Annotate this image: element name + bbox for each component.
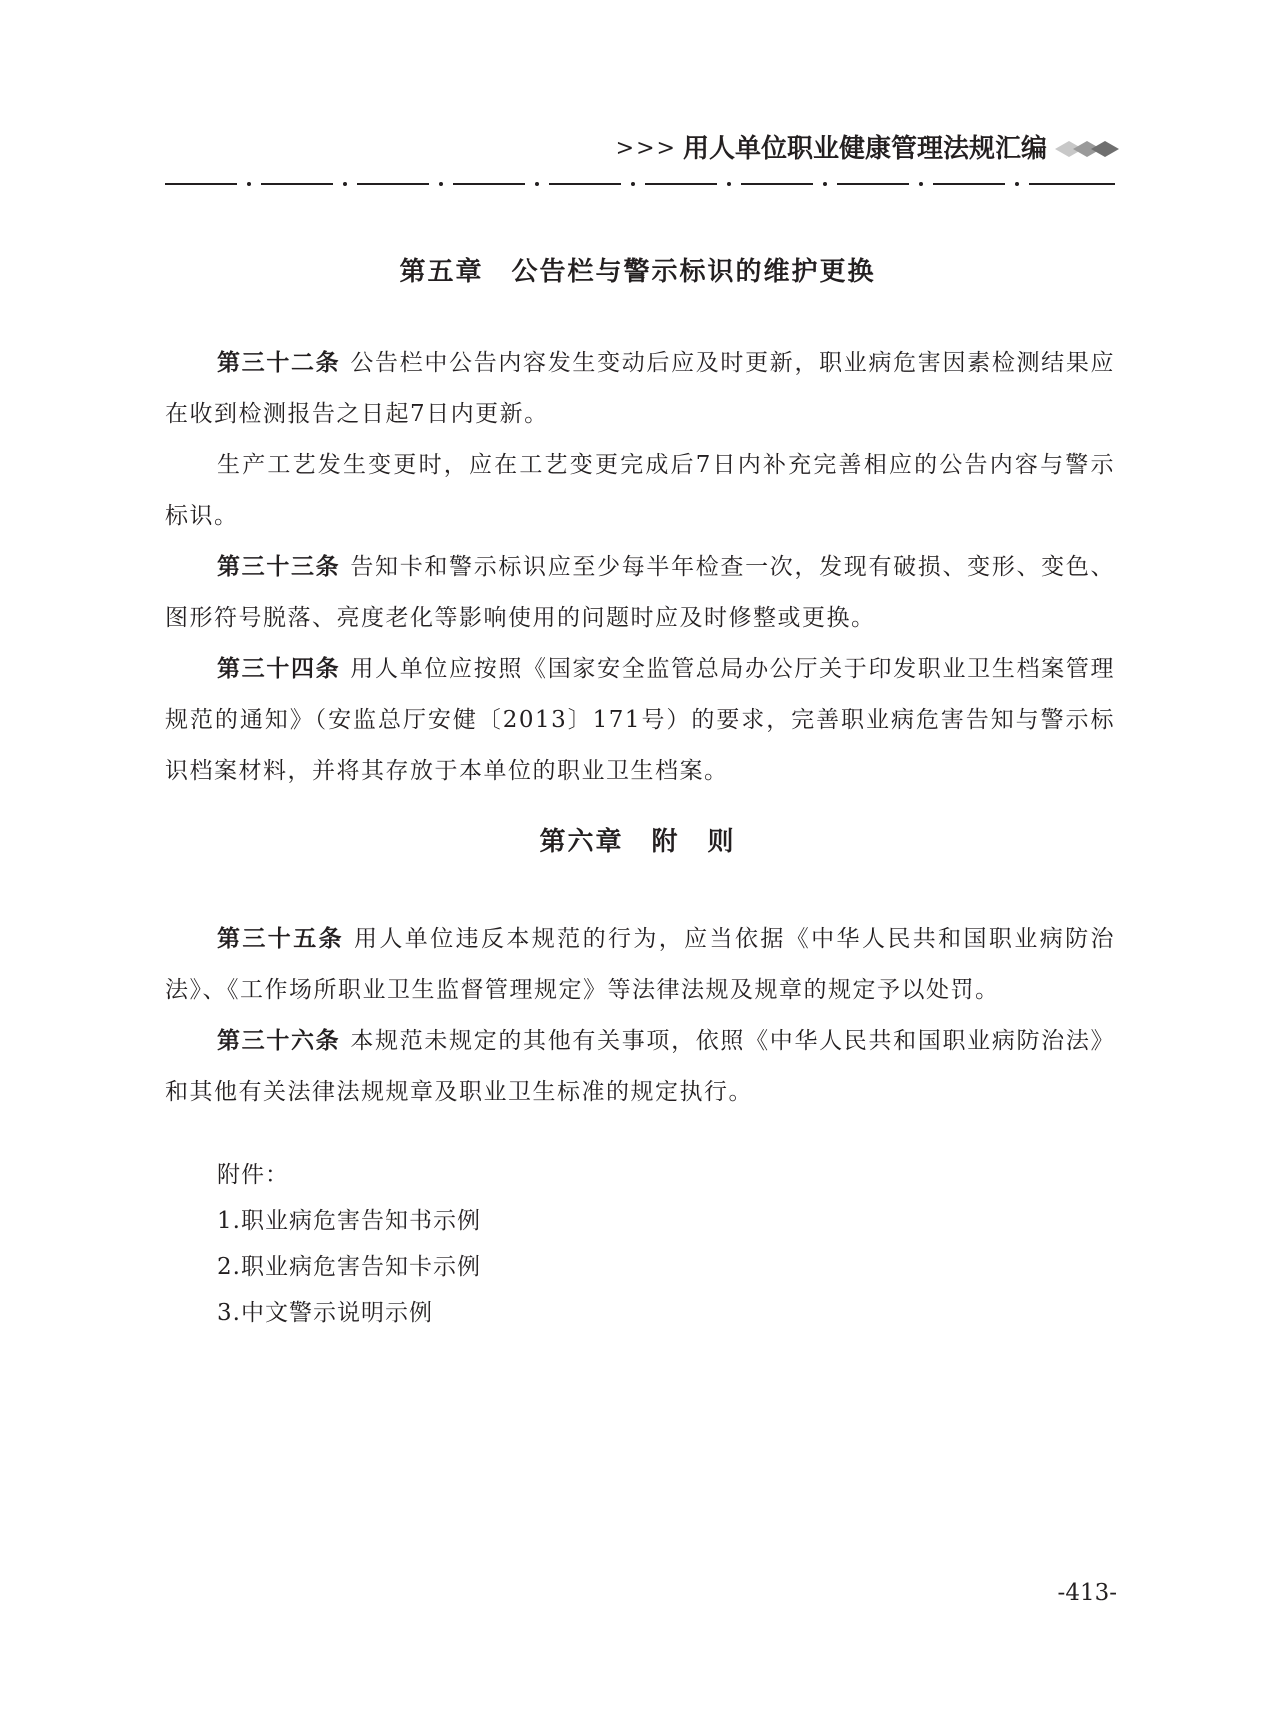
article-36-text: 本规范未规定的其他有关事项，依照《中华人民共和国职业病防治法》和其他有关法律法规规章及职业卫生标准的规定执行。 (165, 1028, 1116, 1105)
article-32-text: 公告栏中公告内容发生变动后应及时更新，职业病危害因素检测结果应在收到检测报告之日起7日内更新。 (165, 350, 1116, 427)
article-34 (165, 644, 1115, 797)
article-36 (165, 1016, 1115, 1118)
article-32-paragraph-2 (165, 440, 1115, 542)
article-33-number: 第三十三条 (217, 554, 341, 580)
attachment-item-2: 2.职业病危害告知卡示例 (217, 1254, 481, 1280)
chapter-5-title: 第五章 公告栏与警示标识的维护更换 (399, 257, 876, 287)
attachments-label: 附件： (217, 1162, 289, 1188)
attachment-item-1: 1.职业病危害告知书示例 (217, 1208, 481, 1234)
running-header (616, 132, 1125, 166)
attachment-item-3: 3.中文警示说明示例 (217, 1300, 433, 1326)
article-34-number: 第三十四条 (217, 656, 341, 682)
article-34-text: 用人单位应按照《国家安全监管总局办公厅关于印发职业卫生档案管理规范的通知》（安监总厅安健〔2013〕171号）的要求，完善职业病危害告知与警示标识档案材料，并将其存放于本单位的职业卫生档案。 (165, 656, 1116, 784)
article-32-number: 第三十二条 (217, 350, 341, 376)
article-33-text: 告知卡和警示标识应至少每半年检查一次，发现有破损、变形、变色、图形符号脱落、亮度老化等影响使用的问题时应及时修整或更换。 (165, 554, 1116, 631)
page-number: -413- (1057, 1580, 1117, 1606)
header-divider (165, 180, 1115, 188)
header-title: 用人单位职业健康管理法规汇编 (682, 134, 1047, 164)
chapter-6-title: 第六章 附 则 (539, 827, 736, 857)
article-35-number: 第三十五条 (217, 926, 344, 952)
article-36-number: 第三十六条 (217, 1028, 341, 1054)
article-32-text-2: 生产工艺发生变更时，应在工艺变更完成后7日内补充完善相应的公告内容与警示标识。 (165, 452, 1115, 529)
article-33 (165, 542, 1115, 644)
article-35 (165, 914, 1115, 1016)
header-arrows: >>> (615, 136, 677, 161)
article-35-text: 用人单位违反本规范的行为，应当依据《中华人民共和国职业病防治法》、《工作场所职业卫生监督管理规定》等法律法规及规章的规定予以处罚。 (165, 926, 1116, 1003)
article-32 (165, 338, 1115, 440)
diamond-ornament-icon (1055, 138, 1125, 160)
